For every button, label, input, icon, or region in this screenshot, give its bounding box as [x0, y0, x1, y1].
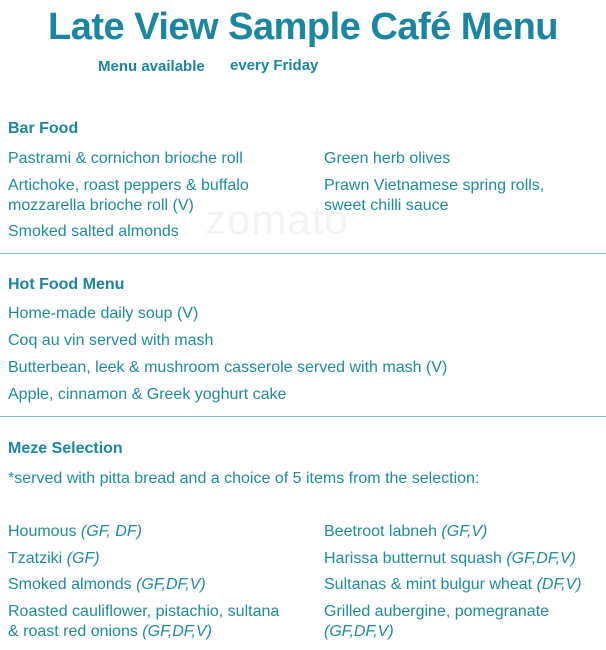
section-heading-bar-food: Bar Food	[8, 120, 79, 137]
section-divider	[0, 253, 606, 254]
menu-item: Coq au vin served with mash	[8, 332, 214, 349]
item-name: & roast red onions	[8, 623, 143, 640]
diet-tags: (GF, DF)	[80, 523, 142, 540]
item-name: Grilled aubergine, pomegranate	[324, 603, 550, 620]
section-heading-hot-food: Hot Food Menu	[8, 276, 125, 293]
menu-item	[324, 522, 487, 542]
diet-tags: (DF,V)	[536, 576, 582, 593]
page-title: Late View Sample Café Menu	[47, 6, 559, 48]
diet-tags: (GF,DF,V)	[324, 623, 394, 640]
diet-tags: (GF)	[66, 550, 100, 567]
menu-item	[8, 575, 206, 595]
subtitle-day: every Friday	[230, 57, 319, 74]
diet-tags: (GF,DF,V)	[506, 550, 576, 567]
diet-tags: (GF,DF,V)	[136, 576, 206, 593]
item-name: Harissa butternut squash	[324, 550, 507, 567]
menu-item: Pastrami & cornichon brioche roll	[8, 150, 243, 167]
menu-item: Butterbean, leek & mushroom casserole served with mash (V)	[8, 359, 448, 376]
menu-item	[324, 602, 549, 622]
menu-item: Smoked salted almonds	[8, 223, 179, 240]
section-divider	[0, 416, 606, 417]
menu-item	[324, 575, 582, 595]
menu-item: Home-made daily soup (V)	[8, 305, 199, 322]
item-name: Smoked almonds	[8, 576, 137, 593]
menu-item-cont: mozzarella brioche roll (V)	[8, 197, 194, 214]
item-name: Roasted cauliflower, pistachio, sultana	[8, 603, 280, 620]
menu-item: Prawn Vietnamese spring rolls,	[324, 177, 545, 194]
menu-item	[8, 602, 279, 622]
item-name: Sultanas & mint bulgur wheat	[324, 576, 537, 593]
menu-item-cont	[324, 622, 394, 642]
menu-item: Apple, cinnamon & Greek yoghurt cake	[8, 386, 287, 403]
item-name: Beetroot labneh	[324, 523, 442, 540]
diet-tags: (GF,V)	[441, 523, 488, 540]
watermark: zomato	[205, 196, 349, 243]
meze-note: *served with pitta bread and a choice of 5 items from the selection:	[8, 470, 480, 487]
menu-item-cont	[8, 622, 212, 642]
menu-item	[324, 549, 576, 569]
section-heading-meze: Meze Selection	[8, 440, 123, 457]
menu-item	[8, 549, 100, 569]
menu-item-cont: sweet chilli sauce	[324, 197, 449, 214]
diet-tags: (GF,DF,V)	[142, 623, 212, 640]
menu-item	[8, 522, 142, 542]
item-name: Tzatziki	[8, 550, 67, 567]
item-name: Houmous	[8, 523, 81, 540]
menu-item: Artichoke, roast peppers & buffalo	[8, 177, 249, 194]
subtitle-availability: Menu available	[98, 58, 205, 75]
menu-item: Green herb olives	[324, 150, 451, 167]
